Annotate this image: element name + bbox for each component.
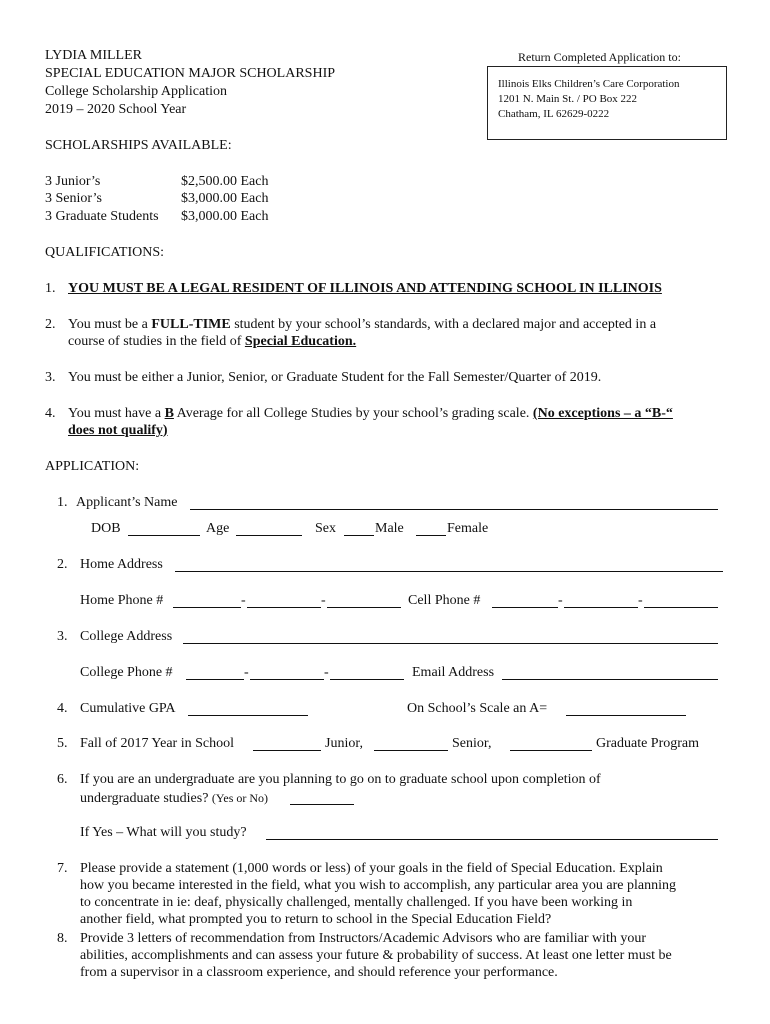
- email-field[interactable]: [502, 665, 718, 680]
- home-phone-area-field[interactable]: [173, 593, 241, 608]
- recommendation-line1: Provide 3 letters of recommendation from Instructors/Academic Advisors who are familiar with your: [80, 931, 647, 946]
- scholarship-row-amount: $2,500.00 Each: [181, 174, 269, 189]
- age-label: Age: [206, 521, 230, 536]
- dash: -: [244, 665, 249, 680]
- qualification-4-line1: [68, 405, 673, 423]
- statement-line3: to concentrate in ie: deaf, physically challenged, mentally challenged. If you have been working in: [80, 895, 633, 910]
- college-address-field[interactable]: [183, 629, 718, 644]
- grad-school-question-text: undergraduate studies?: [80, 791, 209, 806]
- applicant-name-label: Applicant’s Name: [76, 495, 178, 510]
- q2-part-d: course of studies in the field of: [68, 334, 245, 349]
- dash: -: [558, 593, 563, 608]
- junior-label: Junior,: [325, 736, 363, 751]
- statement-line1: Please provide a statement (1,000 words or less) of your goals in the field of Special Education. Explain: [80, 861, 663, 876]
- dob-label: DOB: [91, 521, 121, 536]
- email-label: Email Address: [412, 665, 495, 680]
- q4-b-grade: B: [164, 406, 174, 421]
- dob-field[interactable]: [128, 521, 200, 536]
- college-phone-area-field[interactable]: [186, 665, 244, 680]
- grad-school-question-line2: [80, 789, 268, 808]
- male-label: Male: [375, 521, 404, 536]
- graduate-checkbox[interactable]: [510, 736, 592, 751]
- college-phone-prefix-field[interactable]: [250, 665, 324, 680]
- dash: -: [638, 593, 643, 608]
- cell-phone-label: Cell Phone #: [408, 593, 481, 608]
- q4-part-a: You must have a: [68, 406, 165, 421]
- male-checkbox[interactable]: [344, 521, 374, 536]
- home-address-field[interactable]: [175, 557, 723, 572]
- q2-full-time: FULL-TIME: [151, 317, 231, 332]
- gpa-label: Cumulative GPA: [80, 701, 176, 716]
- qualification-number: 1.: [45, 281, 56, 296]
- sex-label: Sex: [315, 521, 336, 536]
- year-in-school-label: Fall of 2017 Year in School: [80, 736, 234, 751]
- college-address-label: College Address: [80, 629, 173, 644]
- cell-phone-prefix-field[interactable]: [564, 593, 638, 608]
- home-phone-label: Home Phone #: [80, 593, 164, 608]
- q4-no-exceptions: (No exceptions – a “B-“: [532, 406, 673, 421]
- return-caption: Return Completed Application to:: [518, 50, 681, 64]
- home-phone-prefix-field[interactable]: [247, 593, 321, 608]
- field-number: 3.: [57, 629, 68, 644]
- q2-part-a: You must be a: [68, 317, 152, 332]
- qualification-3-text: You must be either a Junior, Senior, or Graduate Student for the Fall Semester/Quarter of 2019.: [68, 370, 602, 385]
- scholarship-row-amount: $3,000.00 Each: [181, 191, 269, 206]
- senior-checkbox[interactable]: [374, 736, 448, 751]
- header-scholarship-title: SPECIAL EDUCATION MAJOR SCHOLARSHIP: [45, 66, 336, 81]
- if-yes-label: If Yes – What will you study?: [80, 825, 247, 840]
- header-name: LYDIA MILLER: [45, 48, 142, 63]
- yes-no-hint: (Yes or No): [211, 791, 269, 805]
- scholarship-row-label: 3 Junior’s: [45, 174, 101, 189]
- home-address-label: Home Address: [80, 557, 163, 572]
- qualification-number: 4.: [45, 406, 56, 421]
- scale-label: On School’s Scale an A=: [407, 701, 548, 716]
- return-address-box: [487, 66, 727, 140]
- female-label: Female: [447, 521, 489, 536]
- application-heading: APPLICATION:: [45, 459, 140, 474]
- qualification-2-line2: [68, 333, 356, 351]
- qualification-number: 3.: [45, 370, 56, 385]
- grad-school-answer-field[interactable]: [290, 790, 354, 805]
- statement-line4: another field, what prompted you to return to school in the Special Education Field?: [80, 912, 552, 927]
- q2-part-c: student by your school’s standards, with a declared major and accepted in a: [230, 317, 657, 332]
- recommendation-line3: from a supervisor in a classroom experience, and should reference your performance.: [80, 965, 558, 980]
- field-number: 5.: [57, 736, 68, 751]
- scholarship-row-amount: $3,000.00 Each: [181, 209, 269, 224]
- field-number: 6.: [57, 772, 68, 787]
- return-address-line2: 1201 N. Main St. / PO Box 222: [498, 93, 638, 105]
- qualification-1-text: YOU MUST BE A LEGAL RESIDENT OF ILLINOIS AND ATTENDING SCHOOL IN ILLINOIS: [68, 281, 662, 296]
- graduate-label: Graduate Program: [596, 736, 700, 751]
- statement-line2: how you became interested in the field, what you wish to accomplish, any particular area you are planning: [80, 878, 676, 893]
- field-number: 1.: [57, 495, 68, 510]
- dash: -: [324, 665, 329, 680]
- scholarships-heading: SCHOLARSHIPS AVAILABLE:: [45, 138, 232, 153]
- if-yes-study-field[interactable]: [266, 825, 718, 840]
- field-number: 4.: [57, 701, 68, 716]
- dash: -: [241, 593, 246, 608]
- senior-label: Senior,: [452, 736, 492, 751]
- grad-school-question-line1: If you are an undergraduate are you planning to go on to graduate school upon completion of: [80, 772, 601, 787]
- q2-special-education: Special Education.: [244, 334, 357, 349]
- return-address-line3: Chatham, IL 62629-0222: [498, 108, 610, 120]
- return-address-line1: Illinois Elks Children’s Care Corporation: [498, 78, 680, 90]
- header-subtitle: College Scholarship Application: [45, 84, 227, 99]
- field-number: 8.: [57, 931, 68, 946]
- q4-part-c: Average for all College Studies by your school’s grading scale.: [173, 406, 533, 421]
- scale-field[interactable]: [566, 701, 686, 716]
- scholarship-row-label: 3 Graduate Students: [45, 209, 159, 224]
- college-phone-line-field[interactable]: [330, 665, 404, 680]
- scholarship-row-label: 3 Senior’s: [45, 191, 102, 206]
- home-phone-line-field[interactable]: [327, 593, 401, 608]
- cell-phone-line-field[interactable]: [644, 593, 718, 608]
- female-checkbox[interactable]: [416, 521, 446, 536]
- qualifications-heading: QUALIFICATIONS:: [45, 245, 164, 260]
- qualification-4-line2: does not qualify): [68, 423, 168, 438]
- applicant-name-field[interactable]: [190, 495, 718, 510]
- college-phone-label: College Phone #: [80, 665, 173, 680]
- qualification-number: 2.: [45, 317, 56, 332]
- cell-phone-area-field[interactable]: [492, 593, 558, 608]
- age-field[interactable]: [236, 521, 302, 536]
- gpa-field[interactable]: [188, 701, 308, 716]
- qualification-2-line1: [68, 316, 656, 334]
- header-school-year: 2019 – 2020 School Year: [45, 102, 187, 117]
- field-number: 2.: [57, 557, 68, 572]
- junior-checkbox[interactable]: [253, 736, 321, 751]
- field-number: 7.: [57, 861, 68, 876]
- recommendation-line2: abilities, accomplishments and can assess your future & probability of success. At least one letter must be: [80, 948, 672, 963]
- dash: -: [321, 593, 326, 608]
